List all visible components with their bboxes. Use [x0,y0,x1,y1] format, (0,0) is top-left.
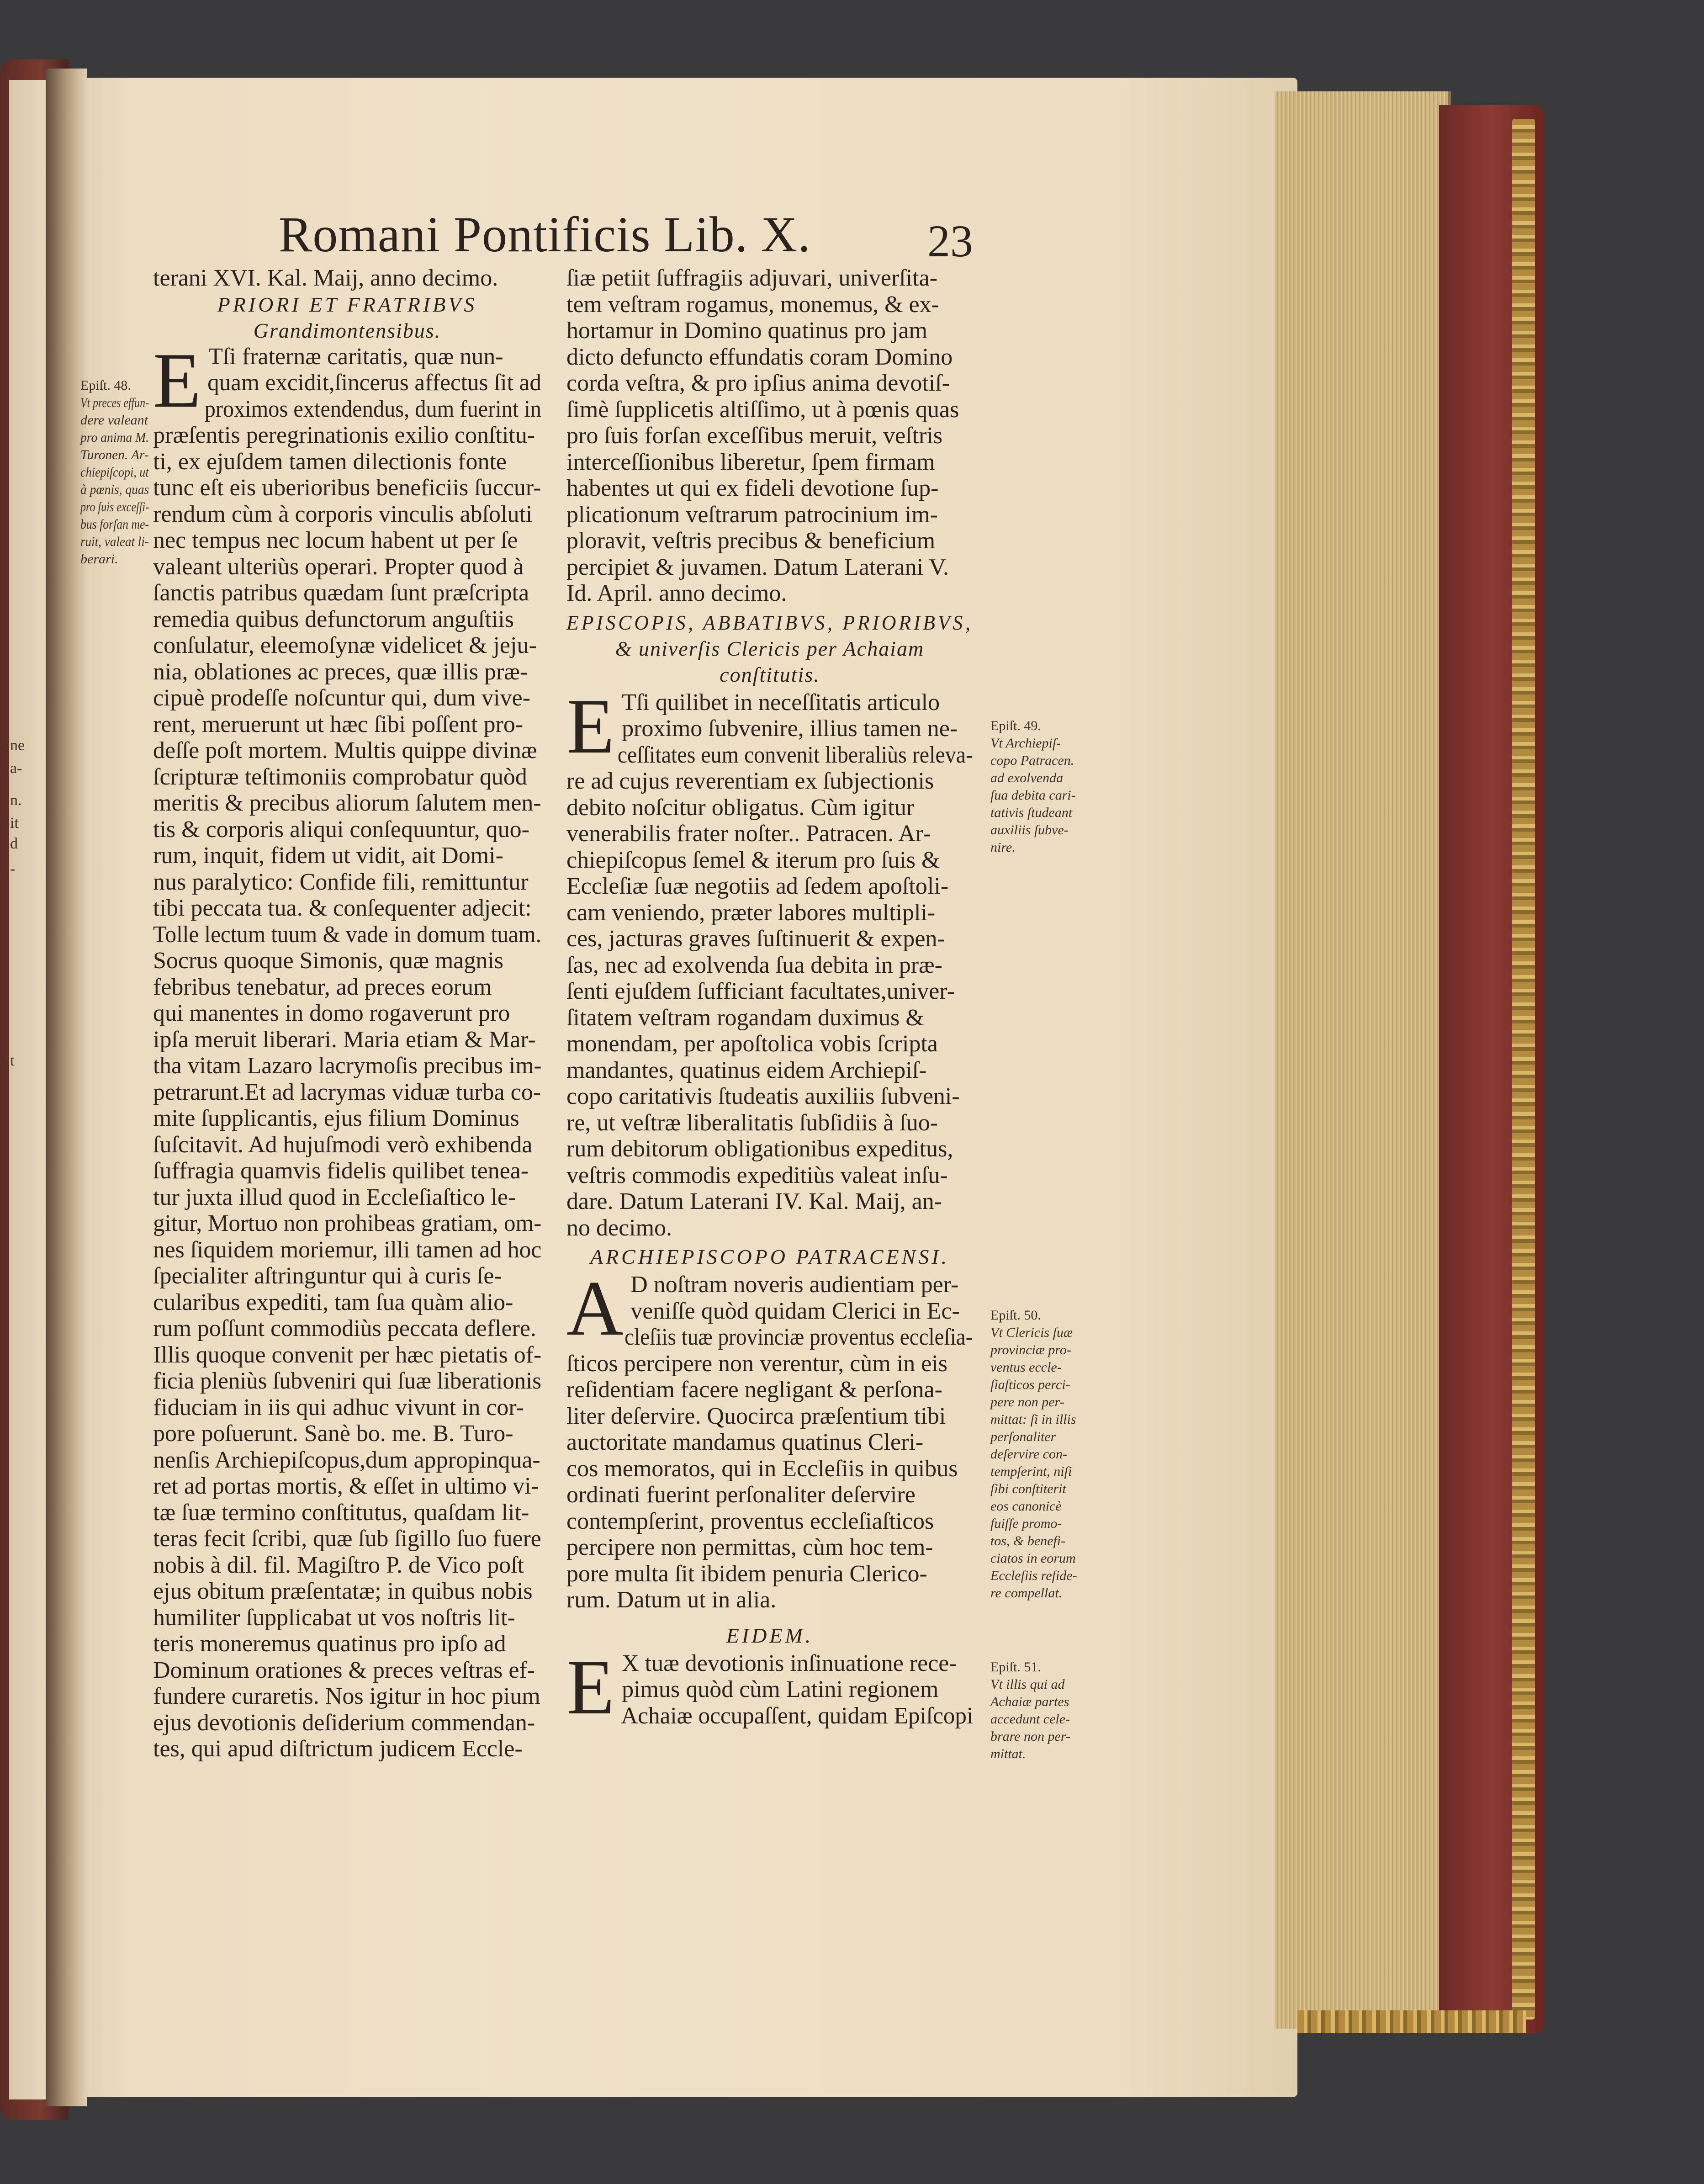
margin-note-line: Achaiæ partes [990,1694,1069,1709]
text-line: veſtris commodis expeditiùs valeat inſu- [566,1162,948,1188]
text-line: ordinati fuerint perſonaliter deſervire [566,1482,916,1508]
letter-addressee [153,292,541,344]
margin-note-line: tativis ſtudeant [990,805,1073,820]
text-line: ſcripturæ teſtimoniis comprobatur quòd [153,763,527,790]
margin-note-line: ſiaſticos perci- [990,1377,1070,1392]
text-line: liter deſervire. Quocirca præſentium tibi [566,1403,946,1429]
margin-note-epist-48 [80,377,149,568]
text-line: pimus quòd cùm Latini regionem [622,1676,939,1702]
text-line: ipſa meruit liberari. Maria etiam & Mar- [153,1026,536,1053]
text-line: auctoritate mandamus quatinus Cleri- [566,1429,924,1455]
margin-note-line: ſua debita cari- [990,788,1076,803]
margin-note-line: ſibi conſtiterit [990,1481,1066,1496]
margin-note-epist-51 [990,1659,1100,1763]
text-column-left [153,265,541,1762]
margin-note-line: à pœnis, quas [80,482,149,497]
text-line: pore poſuerunt. Sanè bo. me. B. Turo- [153,1421,513,1447]
text-line: Id. April. anno decimo. [566,580,787,606]
left-page-fragment: t [10,1052,15,1069]
letter-48-continued [566,265,973,607]
page-number: 23 [927,216,973,266]
margin-note-line: provinciæ pro- [990,1342,1071,1357]
text-line: ret ad portas mortis, & eſſet in ultimo vi- [153,1473,539,1499]
text-line: Illis quoque convenit per hæc pietatis of- [153,1341,542,1368]
text-line: ſenti ejuſdem ſufficiant facultates,univer- [566,978,955,1004]
text-line: percipiet & juvamen. Datum Laterani V. [566,554,949,580]
text-line: ti, ex ejuſdem tamen dilectionis fonte [153,448,507,475]
text-line: Tſi quilibet in neceſſitatis articulo [622,689,940,716]
text-line: Tolle lectum tuum & vade in domum tuam. [153,921,542,948]
text-line: rum. Datum ut in alia. [566,1587,777,1613]
margin-note-epist-49 [990,717,1100,856]
margin-note-epist-50 [990,1307,1100,1602]
text-line: corda veſtra, & pro ipſius anima devotiſ- [566,370,950,396]
margin-note-line: Vt illis qui ad [990,1677,1065,1692]
margin-note-line: auxiliis ſubve- [990,822,1069,838]
text-line: humiliter ſupplicabat ut vos noſtris lit- [153,1604,515,1631]
margin-note-lines [990,1324,1100,1602]
text-line: rent, meruerunt ut hæc ſibi poſſent pro- [153,711,524,737]
text-line: fiduciam in iis qui adhuc vivunt in cor- [153,1394,524,1421]
text-line: petrarunt.Et ad lacrymas viduæ turba co- [153,1079,541,1105]
margin-note-label: Epiſt. 50. [990,1308,1041,1323]
book-gutter [46,69,87,2106]
text-line: tem veſtram rogamus, monemus, & ex- [566,291,939,318]
text-line: terani XVI. Kal. Maij, anno decimo. [153,265,498,291]
letter-51-body [566,1643,974,1731]
margin-note-label: Epiſt. 49. [990,718,1041,733]
text-line: nenſis Archiepiſcopus,dum appropinqua- [153,1447,540,1473]
margin-note-line: pro ſuis exceſſi- [80,499,149,514]
text-line: tunc eſt eis uberioribus beneficiis ſuccur- [153,475,541,501]
text-line: veniſſe quòd quidam Clerici in Ec- [630,1298,960,1324]
letter-addressee [566,1244,973,1270]
gilt-border-bottom [1297,2010,1526,2033]
text-line: chiepiſcopus ſemel & iterum pro ſuis & [566,847,940,873]
text-line: no decimo. [566,1214,672,1241]
text-line: ſiæ petiit ſuffragiis adjuvari, univerſita- [566,265,938,291]
text-line: ſitatem veſtram rogandam duximus & [566,1004,924,1031]
left-page-fragment: n. [10,792,22,809]
text-line: cam veniendo, præter labores multipli- [566,899,936,926]
margin-note-line: nire. [990,840,1016,855]
text-line: fundere curaretis. Nos igitur in hoc pium [153,1683,540,1709]
letter-lines [566,683,974,1241]
page-header [279,206,987,274]
text-line: pore multa ſit ibidem penuria Clerico- [566,1560,927,1587]
margin-note-line: mittat. [990,1746,1026,1761]
margin-note-line: ciatos in eorum [990,1551,1076,1566]
letter-lines [153,337,542,1762]
margin-note-line: mittat: ſi in illis [990,1412,1076,1427]
text-line: tæ ſuæ termino conſtitutus, quaſdam lit- [153,1499,529,1526]
text-line: febribus tenebatur, ad preces eorum [153,974,492,1000]
addressee-line: Grandimontensibus. [253,318,441,342]
text-column-right [566,265,973,1729]
text-line: cleſiis tuæ provinciæ proventus eccleſia- [624,1324,973,1350]
text-line: ſuffragia quamvis fidelis quilibet tenea- [153,1158,529,1184]
left-page-fragment: - [10,860,16,877]
text-line: ploravit, veſtris precibus & beneficium [566,528,936,554]
text-line: gitur, Mortuo non prohibeas gratiam, om- [153,1210,542,1236]
text-line: nec tempus nec locum habent ut per ſe [153,527,518,553]
margin-note-line: brare non per- [990,1729,1070,1744]
margin-note-line: berari. [80,551,118,567]
text-line: D noſtram noveris audientiam per- [630,1272,959,1298]
letter-49-body [566,683,974,1241]
text-line: cularibus expediti, tam ſua quàm alio- [153,1289,513,1315]
text-line: quam excidit,ſincerus affectus ſit ad [207,370,541,396]
text-line: re, ut veſtræ liberalitatis ſubſidiis à ſuo- [566,1109,938,1136]
left-page-fragment: ne [10,737,25,754]
text-line: ſpecialiter aſtringuntur qui à curis ſe- [153,1263,502,1289]
margin-note-line: accedunt cele- [990,1712,1070,1727]
text-line: præſentis peregrinationis exilio conſtitu- [153,422,535,448]
text-line: hortamur in Domino quatinus pro jam [566,318,928,344]
text-line: X tuæ devotionis inſinuatione rece- [622,1650,957,1676]
margin-note-lines [990,735,1100,856]
text-line: nes ſiquidem moriemur, illi tamen ad hoc [153,1236,542,1263]
text-line: mandantes, quatinus eidem Archiepiſ- [566,1057,927,1083]
margin-note-line: tos, & benefi- [990,1533,1066,1548]
text-line: dicto defuncto effundatis coram Domino [566,344,953,370]
margin-note-line: copo Patracen. [990,753,1074,768]
text-line: ceſſitates eum convenit liberaliùs releva- [617,742,974,768]
addressee-line: PRIORI ET FRATRIBVS [217,292,477,316]
text-line: cos memoratos, qui in Eccleſiis in quibus [566,1455,958,1482]
margin-note-line: chiepiſcopi, ut [80,465,149,480]
margin-note-line: pro anima M. [80,430,149,445]
text-line: rum, inquit, fidem ut vidit, ait Domi- [153,843,503,869]
margin-note-line: ruit, valeat li- [80,534,149,549]
text-line: teras fecit ſcribi, quæ ſub ſigillo ſuo fuere [153,1526,541,1552]
addressee-line: EIDEM. [726,1623,814,1647]
text-line: proximo ſubvenire, illius tamen ne- [622,716,958,742]
letter-48-body [153,337,542,1762]
text-line: cipuè prodeſſe noſcuntur qui, dum vive- [153,685,531,711]
margin-note-label: Epiſt. 51. [990,1659,1041,1675]
margin-note-line: deſervire con- [990,1447,1067,1462]
text-line: deſſe poſt mortem. Multis quippe divinæ [153,737,537,763]
text-line: ficia pleniùs ſubveniri qui ſuæ liberationis [153,1368,541,1394]
margin-note-lines [80,394,149,568]
text-line: Dominum orationes & preces veſtras ef- [153,1657,535,1683]
text-line: debito noſcitur obligatus. Cùm igitur [566,794,915,821]
text-line: nia, oblationes ac preces, quæ illis præ- [153,658,528,685]
text-line: meritis & precibus aliorum ſalutem men- [153,790,541,816]
page-fore-edge [1275,91,1451,2029]
addressee-line: & univerſis Clericis per Achaiam [615,636,925,660]
text-line: ces, jacturas graves ſuſtinuerit & expen- [566,926,945,952]
margin-note-line: dere valeant [80,413,148,428]
text-line: nobis à dil. fil. Magiſtro P. de Vico poſt [153,1552,524,1578]
margin-note-line: re compellat. [990,1585,1063,1601]
text-line: Eccleſiæ ſuæ negotiis ad ſedem apoſtoli- [566,873,949,899]
margin-note-line: pere non per- [990,1394,1064,1410]
text-line: mite ſupplicantis, ejus filium Dominus [153,1105,519,1131]
text-line: Achaiæ occupaſſent, quidam Epiſcopi [621,1702,974,1729]
text-line: Socrus quoque Simonis, quæ magnis [153,948,504,974]
letter-addressee [566,610,973,688]
letter-lines [566,1643,974,1731]
text-line: tha vitam Lazaro lacrymoſis precibus im- [153,1053,542,1079]
text-line: valeant ulteriùs operari. Propter quod à [153,553,524,580]
addressee-line: ARCHIEPISCOPO PATRACENSI. [590,1245,950,1268]
margin-note-line: tempſerint, niſi [990,1464,1072,1479]
text-line: tes, qui apud diſtrictum judicem Eccle- [153,1736,523,1762]
margin-note-line: fuiſſe promo- [990,1516,1062,1531]
addressee-line: conſtitutis. [720,663,820,686]
text-line: interceſſionibus liberetur, ſpem firmam [566,449,935,475]
text-line: tis & corporis aliqui conſequuntur, quo- [153,816,530,843]
text-line: percipere non permittas, cùm hoc tem- [566,1534,933,1560]
drop-capital: E [153,337,201,424]
text-line: tibi peccata tua. & conſequenter adjecit: [153,895,532,921]
letter-50-body [566,1265,973,1613]
text-line: habentes ut qui ex fideli devotione ſup- [566,475,939,501]
text-line: contempſerint, proventus eccleſiaſticos [566,1508,934,1534]
text-line: reſidentiam facere negligant & perſona- [566,1377,942,1403]
margin-note-line: Turonen. Ar- [80,447,149,462]
text-line: remedia quibus defunctorum anguſtiis [153,606,514,632]
margin-note-line: bus forſan me- [80,517,149,532]
margin-note-lines [990,1676,1100,1763]
text-line: nus paralytico: Confide fili, remittuntur [153,869,529,895]
letter-lines [566,1265,973,1613]
text-line: ejus obitum præſentatæ; in quibus nobis [153,1578,533,1604]
margin-note-line: eos canonicè [990,1499,1062,1514]
text-line: qui manentes in domo rogaverunt pro [153,1000,510,1026]
margin-note-line: Vt Clericis ſuæ [990,1325,1073,1340]
margin-note-label: Epiſt. 48. [80,378,131,393]
text-line: ejus devotionis deſiderium commendan- [153,1709,535,1736]
margin-note-line: Vt Archiepiſ- [990,736,1061,751]
text-line: teris moneremus quatinus pro ipſo ad [153,1631,506,1657]
margin-note-line: perſonaliter [990,1429,1056,1444]
text-line: dare. Datum Laterani IV. Kal. Maij, an- [566,1188,942,1214]
left-page-fragment: a- [10,760,22,777]
left-page-fragment: d [10,835,18,852]
drop-capital: E [566,683,615,770]
text-line: monendam, per apoſtolica vobis ſcripta [566,1031,938,1057]
gilt-border [1512,119,1535,2020]
addressee-line: EPISCOPIS, ABBATIBVS, PRIORIBVS, [566,610,973,634]
text-line: rum debitorum obligationibus expeditus, [566,1136,953,1162]
drop-capital: E [566,1643,615,1731]
text-line: proximos extendendus, dum fuerint in [204,396,541,422]
text-line: ſas, nec ad exolvenda ſua debita in præ- [566,952,943,978]
margin-note-line: Vt preces effun- [80,395,149,410]
text-line: Tſi fraternæ caritatis, quæ nun- [208,343,503,370]
margin-note-line: Eccleſiis reſide- [990,1568,1077,1583]
margin-note-line: ad exolvenda [990,770,1064,785]
text-line: tur juxta illud quod in Eccleſiaſtico le- [153,1184,516,1210]
margin-note-line: ventus eccle- [990,1360,1062,1375]
text-line: re ad cujus reverentiam ex ſubjectionis [566,768,934,794]
text-line: pro ſuis forſan exceſſibus meruit, veſtris [566,423,943,449]
text-line: plicationum veſtrarum patrocinium im- [566,501,938,528]
running-title: Romani Pontificis Lib. X. [279,207,811,262]
text-line: ſuſcitavit. Ad hujuſmodi verò exhibenda [153,1131,533,1158]
text-line: venerabilis frater noſter.. Patracen. Ar- [566,821,931,847]
text-line: conſulatur, eleemoſynæ videlicet & jeju- [153,632,537,658]
letter-addressee [566,1622,973,1649]
text-line: rum poſſunt commodiùs peccata deflere. [153,1315,536,1341]
text-line: ſticos percipere non verentur, cùm in eis [566,1350,947,1377]
drop-capital: A [566,1265,624,1352]
text-line: copo caritativis ſtudeatis auxiliis ſubveni- [566,1083,960,1109]
text-line: ſimè ſupplicetis altiſſimo, ut à pœnis quas [566,396,959,423]
text-line: rendum cùm à corporis vinculis abſoluti [153,501,533,527]
text-line: ſanctis patribus quædam ſunt præſcripta [153,580,529,606]
left-page-fragment: it [10,815,19,832]
